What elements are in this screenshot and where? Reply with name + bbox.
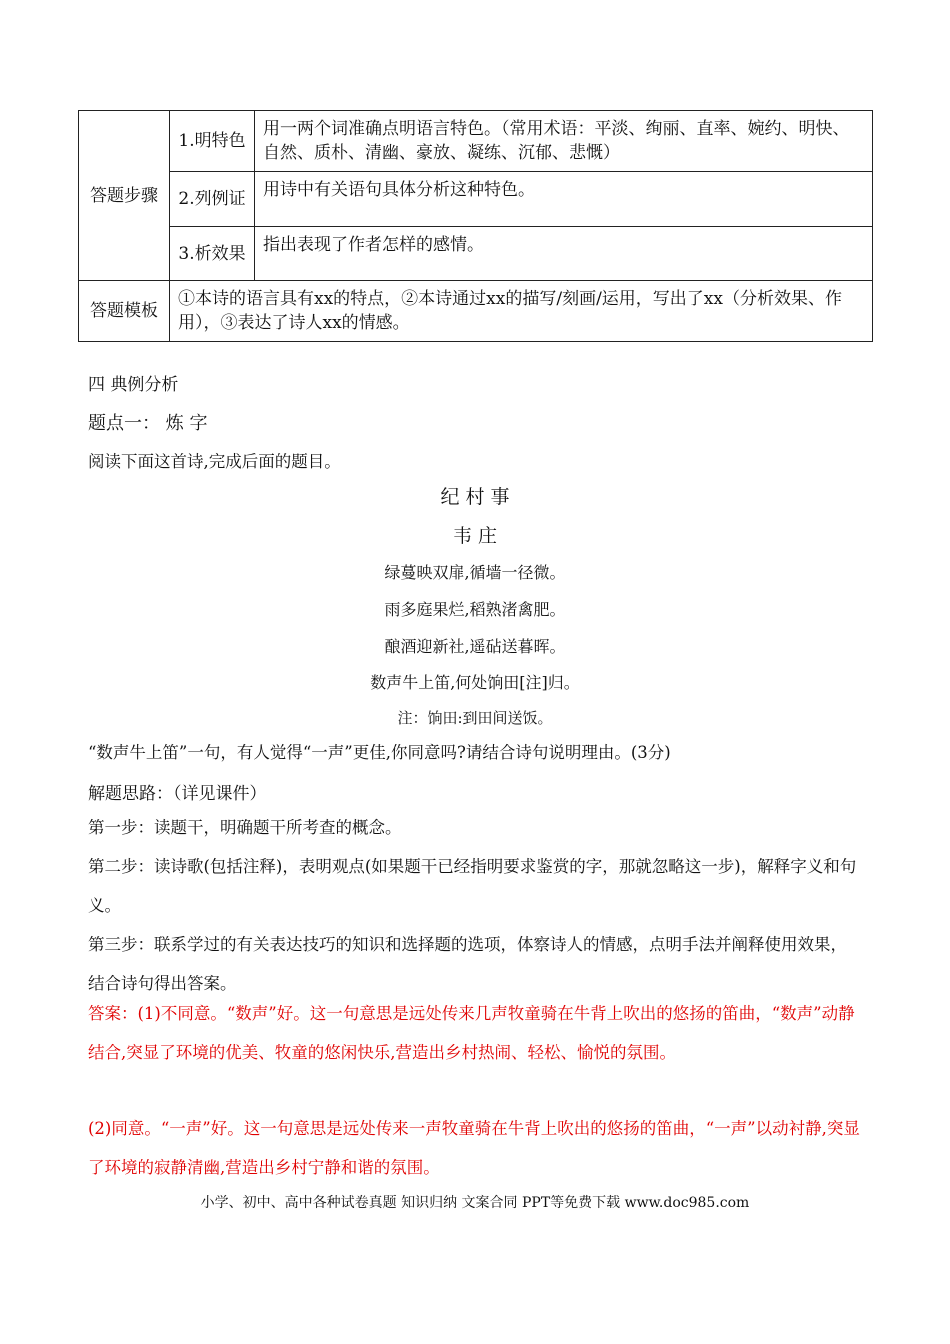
answer-2: (2)同意。“一声”好。这一句意思是远处传来一声牧童骑在牛背上吹出的悠扬的笛曲，“一声”以动衬静,突显了环境的寂静清幽,营造出乡村宁静和谐的氛围。 (88, 1119, 860, 1177)
question: “数声牛上笛”一句，有人觉得“一声”更佳,你同意吗?请结合诗句说明理由。(3分) (88, 743, 671, 762)
section-label-cell (79, 111, 170, 281)
answer-1: 答案：(1)不同意。“数声”好。这一句意思是远处传来几声牧童骑在牛背上吹出的悠扬的笛曲，“数声”动静结合,突显了环境的优美、牧童的悠闲快乐,营造出乡村热闹、轻松、愉悦的氛围。 (88, 1004, 855, 1062)
step-label: 3.析效果 (178, 243, 246, 264)
template-content-cell (170, 281, 873, 342)
poem-note: 注：饷田:到田间送饭。 (397, 709, 553, 727)
step-label-cell (170, 111, 255, 172)
answer-steps-table (78, 110, 873, 342)
instruction: 阅读下面这首诗,完成后面的题目。 (88, 452, 341, 471)
poem-line: 雨多庭果烂,稻熟渚禽肥。 (384, 600, 566, 619)
poem-title: 纪 村 事 (440, 486, 510, 508)
step-label-cell (170, 227, 255, 281)
poem-line: 数声牛上笛,何处饷田[注]归。 (370, 673, 580, 692)
step-text: 第二步：读诗歌(包括注释)，表明观点(如果题干已经指明要求鉴赏的字，那就忽略这一步)，解释字义和句义。 (88, 857, 857, 915)
step-label: 2.列例证 (178, 189, 246, 209)
step-content: 用诗中有关语句具体分析这种特色。 (263, 180, 535, 200)
template-content: ①本诗的语言具有xx的特点，②本诗通过xx的描写/刻画/运用，写出了xx（分析效果、作用），③表达了诗人xx的情感。 (178, 289, 842, 333)
step-text: 第一步：读题干，明确题干所考查的概念。 (88, 818, 402, 837)
step-content: 指出表现了作者怎样的感情。 (263, 235, 484, 255)
poem-line: 绿蔓映双扉,循墙一径微。 (384, 563, 566, 582)
section-title: 四 典例分析 (88, 375, 179, 395)
poem-author: 韦 庄 (452, 525, 498, 547)
step-content: 用一两个词准确点明语言特色。（常用术语：平淡、绚丽、直率、婉约、明快、自然、质朴、清幽、豪放、凝练、沉郁、悲慨） (263, 119, 850, 163)
poem-line: 酿酒迎新社,遥砧送暮晖。 (384, 637, 566, 656)
template-label-cell (79, 281, 170, 342)
footer: 小学、初中、高中各种试卷真题 知识归纳 文案合同 PPT等免费下载 www.doc985.com (200, 1195, 750, 1211)
step-content-cell (255, 111, 873, 172)
topic-title: 题点一： 炼 字 (88, 413, 208, 434)
step-content-cell (255, 172, 873, 227)
step-label: 1.明特色 (178, 131, 246, 151)
section-label: 答题步骤 (90, 185, 158, 206)
step-label-cell (170, 172, 255, 227)
step-text: 第三步：联系学过的有关表达技巧的知识和选择题的选项，体察诗人的情感，点明手法并阐释使用效果，结合诗句得出答案。 (88, 935, 847, 993)
step-content-cell (255, 227, 873, 281)
template-label: 答题模板 (90, 301, 158, 321)
thinking-title: 解题思路：（详见课件） (88, 784, 267, 804)
